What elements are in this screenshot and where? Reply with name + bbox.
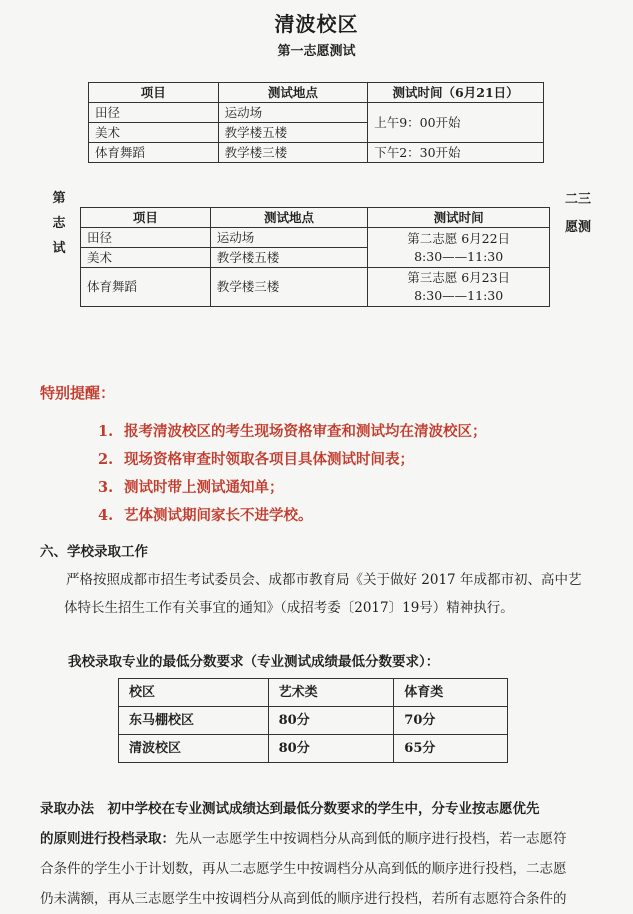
section-heading: 六、学校录取工作 — [40, 544, 148, 560]
table-cell-location: 教学楼三楼 — [218, 143, 368, 163]
notice-list — [98, 418, 487, 530]
table-header-row — [119, 679, 508, 707]
table-cell-location: 运动场 — [210, 228, 368, 248]
table-header-row — [81, 208, 550, 228]
method-text: 先从一志愿学生中按调档分从高到低的顺序进行投档，若一志愿符 — [175, 831, 567, 847]
list-item — [98, 418, 487, 446]
list-item — [98, 502, 487, 530]
table-cell-location: 教学楼五楼 — [218, 123, 368, 143]
time-range: 8:30——11:30 — [414, 288, 504, 303]
first-choice-test-table — [88, 82, 544, 163]
list-text: 报考清波校区的考生现场资格审查和测试均在清波校区； — [124, 423, 487, 440]
table-cell-item: 体育舞蹈 — [81, 268, 211, 307]
side-char: 试 — [52, 241, 66, 256]
table-row — [89, 103, 544, 123]
table-cell-item: 美术 — [81, 248, 211, 268]
table-cell-time — [368, 228, 550, 268]
time-range: 8:30——11:30 — [414, 248, 504, 264]
column-header: 测试时间（6月21日） — [368, 83, 544, 103]
list-number: 3. — [98, 479, 114, 496]
table-row — [81, 228, 550, 248]
table-cell-time — [368, 268, 550, 307]
table-cell-location: 教学楼五楼 — [210, 248, 368, 268]
notice-title: 特别提醒： — [40, 384, 116, 402]
time-label: 第三志愿 6月23日 — [407, 270, 511, 285]
table-cell-time: 上午9：00开始 — [368, 103, 544, 143]
table-row — [119, 735, 508, 763]
table-cell-location: 运动场 — [218, 103, 368, 123]
column-header: 项目 — [89, 83, 219, 103]
table-cell-location: 教学楼三楼 — [210, 268, 368, 307]
list-item — [98, 474, 487, 502]
table-cell-item: 田径 — [81, 228, 211, 248]
paragraph-line: 严格按照成都市招生考试委员会、成都市教育局《关于做好 2017 年成都市初、高中艺 — [66, 572, 582, 588]
table-cell: 东马棚校区 — [119, 707, 269, 735]
table-cell: 80分 — [268, 707, 394, 735]
list-item — [98, 446, 487, 474]
admission-method — [40, 794, 596, 914]
list-text: 艺体测试期间家长不进学校。 — [124, 507, 313, 524]
table-cell-item: 美术 — [89, 123, 219, 143]
list-text: 现场资格审查时领取各项目具体测试时间表； — [124, 451, 414, 468]
list-number: 2. — [98, 451, 114, 468]
method-line — [40, 824, 596, 854]
side-text-left — [50, 186, 68, 261]
table-row — [81, 268, 550, 307]
method-line: 录取办法 初中学校在专业测试成绩达到最低分数要求的学生中，分专业按志愿优先 — [40, 801, 540, 817]
method-line: 合条件的学生小于计划数，再从二志愿学生中按调档分从高到低的顺序进行投档，二志愿 — [40, 861, 567, 877]
table-cell: 80分 — [268, 735, 394, 763]
column-header: 校区 — [119, 679, 269, 707]
table-header-row — [89, 83, 544, 103]
table-cell: 70分 — [394, 707, 508, 735]
method-bold-text: 的原则进行投档录取： — [40, 831, 175, 847]
table-row — [119, 707, 508, 735]
side-text-right — [558, 186, 598, 242]
column-header: 测试时间 — [368, 208, 550, 228]
side-char: 第 — [52, 191, 66, 206]
column-header: 项目 — [81, 208, 211, 228]
table-cell: 清波校区 — [119, 735, 269, 763]
table-cell-item: 田径 — [89, 103, 219, 123]
page-title: 清波校区 — [274, 12, 359, 36]
column-header: 艺术类 — [268, 679, 394, 707]
column-header: 测试地点 — [210, 208, 368, 228]
list-text: 测试时带上测试通知单； — [124, 479, 284, 496]
list-number: 1. — [98, 423, 114, 440]
minimum-score-table — [118, 678, 508, 763]
table-row — [89, 143, 544, 163]
table-cell-item: 体育舞蹈 — [89, 143, 219, 163]
column-header: 测试地点 — [218, 83, 368, 103]
time-label: 第二志愿 6月22日 — [407, 230, 511, 246]
side-chars: 愿测 — [564, 220, 591, 235]
policy-paragraph — [66, 566, 596, 622]
page-subtitle: 第一志愿测试 — [277, 44, 356, 59]
paragraph-line: 体特长生招生工作有关事宜的通知》（成招考委〔2017〕19号）精神执行。 — [64, 600, 514, 616]
side-char: 志 — [52, 216, 66, 231]
list-number: 4. — [98, 507, 114, 524]
method-line: 仍未满额，再从三志愿学生中按调档分从高到低的顺序进行投档，若所有志愿符合条件的 — [40, 891, 567, 907]
table-cell-time: 下午2：30开始 — [368, 143, 544, 163]
table-cell: 65分 — [394, 735, 508, 763]
second-third-choice-test-table — [80, 207, 550, 307]
side-chars: 二三 — [564, 192, 591, 207]
column-header: 体育类 — [394, 679, 508, 707]
requirement-heading: 我校录取专业的最低分数要求（专业测试成绩最低分数要求）： — [68, 654, 440, 670]
